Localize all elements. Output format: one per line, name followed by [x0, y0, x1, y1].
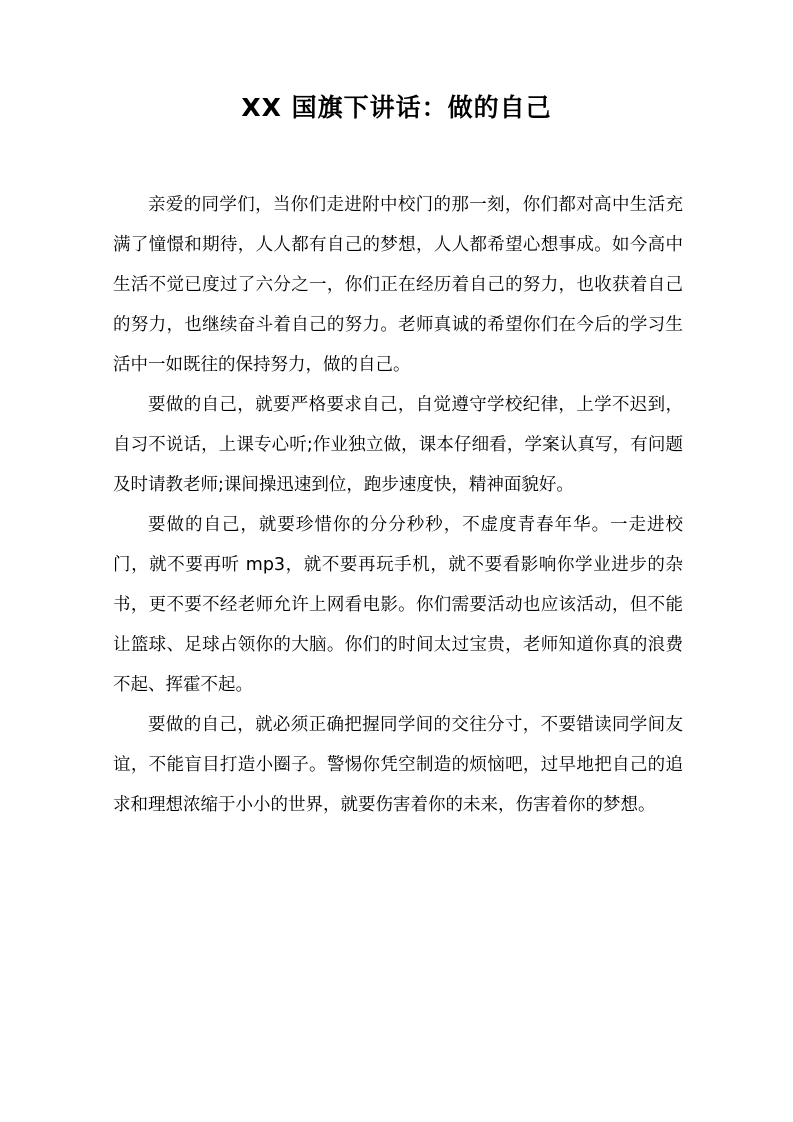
paragraph: 要做的自己，就必须正确把握同学间的交往分寸，不要错读同学间友谊，不能盲目打造小圈子。警惕你凭空制造的烦恼吧，过早地把自己的追求和理想浓缩于小小的世界，就要伤害着你的未来，伤害着你的梦想。	[113, 715, 683, 815]
page-title: XX 国旗下讲话：做的自己	[241, 93, 552, 122]
document-body	[113, 185, 683, 825]
paragraph: 要做的自己，就要严格要求自己，自觉遵守学校纪律，上学不迟到，自习不说话，上课专心听;作业独立做，课本仔细看，学案认真写，有问题及时请教老师;课间操迅速到位，跑步速度快，精神面貌好。	[113, 395, 683, 495]
paragraph: 亲爱的同学们，当你们走进附中校门的那一刻，你们都对高中生活充满了憧憬和期待，人人都有自己的梦想，人人都希望心想事成。如今高中生活不觉已度过了六分之一，你们正在经历着自己的努力，也收获着自己的努力，也继续奋斗着自己的努力。老师真诚的希望你们在今后的学习生活中一如既往的保持努力，做的自己。	[113, 195, 683, 375]
paragraph: 要做的自己，就要珍惜你的分分秒秒，不虚度青春年华。一走进校门，就不要再听 mp3，就不要再玩手机，就不要看影响你学业进步的杂书，更不要不经老师允许上网看电影。你们需要活动也应该活动，但不能让篮球、足球占领你的大脑。你们的时间太过宝贵，老师知道你真的浪费不起、挥霍不起。	[113, 515, 683, 695]
